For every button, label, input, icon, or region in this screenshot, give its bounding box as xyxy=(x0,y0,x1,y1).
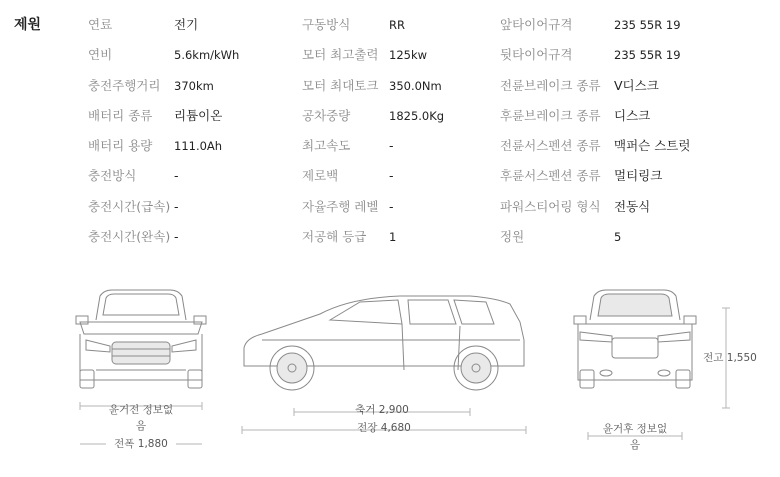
spec-value-fuel: 전기 xyxy=(174,17,199,32)
spec-label-efficiency: 연비 xyxy=(88,47,113,62)
spec-label-rear-suspension: 후륜서스펜션 종류 xyxy=(500,168,601,183)
spec-value-range: 370km xyxy=(174,79,214,93)
spec-value-battery-type: 리튬이온 xyxy=(174,108,223,123)
spec-label-drive: 구동방식 xyxy=(302,17,351,32)
spec-label-power-steering: 파워스티어링 형식 xyxy=(500,199,601,214)
spec-value-emission-grade: 1 xyxy=(389,230,397,244)
spec-value-autonomy-level: - xyxy=(389,199,394,214)
rear-tread-label: 윤거후 정보없 xyxy=(602,423,668,435)
spec-value-front-suspension: 맥퍼슨 스트럿 xyxy=(614,138,691,153)
car-rear-view-icon xyxy=(574,290,730,440)
spec-value-slow-charge-time: - xyxy=(174,229,179,244)
front-tread-label: 윤거전 정보없 xyxy=(108,404,174,416)
spec-label-emission-grade: 저공해 등급 xyxy=(302,229,367,244)
spec-label-fuel: 연료 xyxy=(88,17,113,32)
spec-label-autonomy-level: 자율주행 레벨 xyxy=(302,199,379,214)
spec-value-top-speed: - xyxy=(389,138,394,153)
section-title: 제원 xyxy=(14,17,42,33)
spec-label-rear-brake: 후륜브레이크 종류 xyxy=(500,108,601,123)
wheelbase-label: 축거 2,900 xyxy=(355,404,409,416)
spec-value-rear-brake: 디스크 xyxy=(614,108,651,123)
rear-tread-label-cont: 음 xyxy=(629,439,641,451)
spec-value-front-brake: V디스크 xyxy=(614,78,659,93)
spec-value-rear-suspension: 멀티링크 xyxy=(614,168,663,183)
spec-value-seating: 5 xyxy=(614,230,622,244)
spec-label-battery-capacity: 배터리 용량 xyxy=(88,138,153,153)
spec-label-charging-method: 충전방식 xyxy=(88,168,137,183)
spec-label-front-brake: 전륜브레이크 종류 xyxy=(500,78,601,93)
spec-label-seating: 정원 xyxy=(500,229,525,244)
spec-value-drive: RR xyxy=(389,18,405,32)
overall-length-label: 전장 4,680 xyxy=(357,422,411,434)
spec-label-curb-weight: 공차중량 xyxy=(302,108,351,123)
spec-value-power-steering: 전동식 xyxy=(614,199,651,214)
spec-label-zero-to-hundred: 제로백 xyxy=(302,168,339,183)
spec-value-front-tire: 235 55R 19 xyxy=(614,18,681,32)
overall-width-label: 전폭 1,880 xyxy=(114,438,168,450)
spec-label-front-suspension: 전륜서스펜션 종류 xyxy=(500,138,601,153)
front-tread-label-cont: 음 xyxy=(135,420,147,432)
spec-label-front-tire: 앞타이어규격 xyxy=(500,17,573,32)
spec-value-rear-tire: 235 55R 19 xyxy=(614,48,681,62)
spec-value-efficiency: 5.6km/kWh xyxy=(174,48,240,62)
spec-value-battery-capacity: 111.0Ah xyxy=(174,139,223,153)
spec-value-curb-weight: 1825.0Kg xyxy=(389,109,445,123)
dimension-diagrams xyxy=(0,270,780,477)
spec-value-fast-charge-time: - xyxy=(174,199,179,214)
spec-value-max-power: 125kw xyxy=(389,48,428,62)
spec-label-fast-charge-time: 충전시간(급속) xyxy=(88,199,171,214)
spec-label-slow-charge-time: 충전시간(완속) xyxy=(88,229,171,244)
spec-label-range: 충전주행거리 xyxy=(88,78,161,93)
spec-value-max-torque: 350.0Nm xyxy=(389,79,442,93)
spec-label-max-torque: 모터 최대토크 xyxy=(302,78,379,93)
spec-value-charging-method: - xyxy=(174,168,179,183)
spec-label-top-speed: 최고속도 xyxy=(302,138,351,153)
overall-height-label: 전고 1,550 xyxy=(703,352,757,364)
spec-value-zero-to-hundred: - xyxy=(389,168,394,183)
spec-label-battery-type: 배터리 종류 xyxy=(88,108,153,123)
spec-label-rear-tire: 뒷타이어규격 xyxy=(500,47,573,62)
spec-label-max-power: 모터 최고출력 xyxy=(302,47,379,62)
